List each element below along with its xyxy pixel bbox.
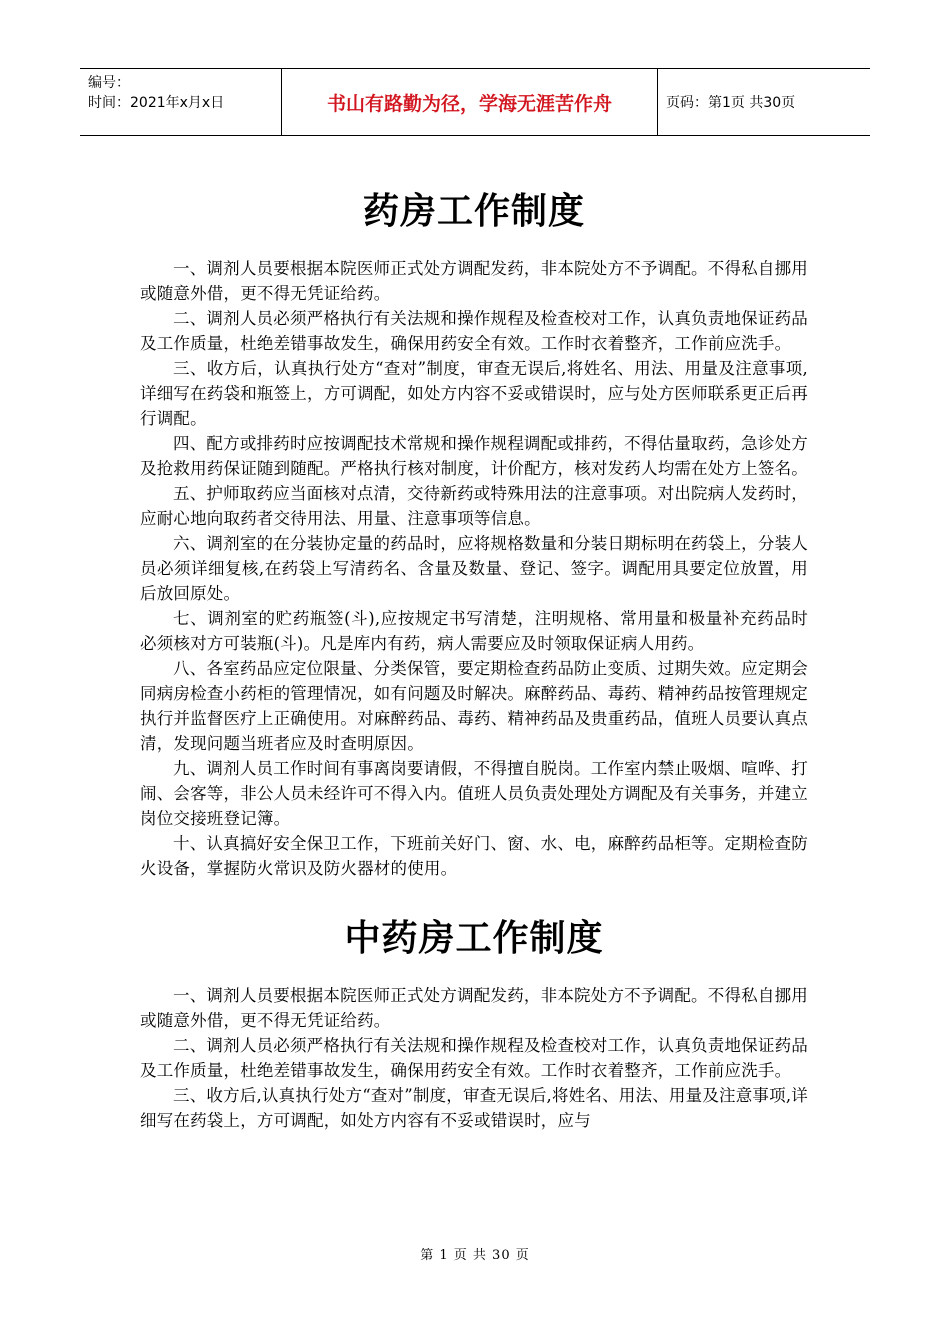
- number-label: 编号：: [88, 75, 130, 91]
- page-footer: 第 1 页 共 30 页: [420, 1248, 530, 1263]
- paragraph-3: 三、收方后,认真执行处方“查对”制度，审查无误后,将姓名、用法、用量及注意事项,详细写在药袋上，方可调配，如处方内容有不妥或错误时，应与: [140, 1086, 808, 1130]
- paragraph-4: 四、配方或排药时应按调配技术常规和操作规程调配或排药，不得估量取药，急诊处方及抢救用药保证随到随配。严格执行核对制度，计价配方，核对发药人均需在处方上签名。: [140, 434, 808, 478]
- document-body: [140, 178, 808, 1133]
- paragraph-1: 一、调剂人员要根据本院医师正式处方调配发药，非本院处方不予调配。不得私自挪用或随意外借，更不得无凭证给药。: [140, 986, 808, 1030]
- section-title: 中药房工作制度: [344, 917, 604, 959]
- paragraph-5: 五、护师取药应当面核对点清，交待新药或特殊用法的注意事项。对出院病人发药时，应耐心地向取药者交待用法、用量、注意事项等信息。: [140, 484, 808, 528]
- section-paragraphs: [140, 256, 808, 881]
- paragraph-8: 八、各室药品应定位限量、分类保管，要定期检查药品防止变质、过期失效。应定期会同病房检查小药柜的管理情况，如有问题及时解决。麻醉药品、毒药、精神药品按管理规定执行并监督医疗上正确使用。对麻醉药品、毒药、精神药品及贵重药品，值班人员要认真点清，发现问题当班者应及时查明原因。: [140, 659, 808, 753]
- section-chinese-pharmacy: [140, 905, 808, 1133]
- paragraph-6: 六、调剂室的在分装协定量的药品时，应将规格数量和分装日期标明在药袋上，分装人员必须详细复核,在药袋上写清药名、含量及数量、登记、签字。调配用具要定位放置，用后放回原处。: [140, 534, 808, 603]
- paragraph-10: 十、认真搞好安全保卫工作，下班前关好门、窗、水、电，麻醉药品柜等。定期检查防火设备，掌握防火常识及防火器材的使用。: [140, 834, 808, 878]
- section-paragraphs: [140, 983, 808, 1133]
- section-pharmacy: [140, 178, 808, 881]
- document-header: [80, 68, 870, 136]
- paragraph-2: 二、调剂人员必须严格执行有关法规和操作规程及检查校对工作，认真负责地保证药品及工作质量，杜绝差错事故发生，确保用药安全有效。工作时衣着整齐，工作前应洗手。: [140, 309, 808, 353]
- section-title: 药房工作制度: [362, 190, 585, 232]
- paragraph-1: 一、调剂人员要根据本院医师正式处方调配发药，非本院处方不予调配。不得私自挪用或随意外借，更不得无凭证给药。: [140, 259, 808, 303]
- paragraph-7: 七、调剂室的贮药瓶签(斗),应按规定书写清楚，注明规格、常用量和极量补充药品时必须核对方可装瓶(斗)。凡是库内有药，病人需要应及时领取保证病人用药。: [140, 609, 808, 653]
- paragraph-3: 三、收方后，认真执行处方“查对”制度，审查无误后,将姓名、用法、用量及注意事项,详细写在药袋和瓶签上，方可调配，如处方内容不妥或错误时，应与处方医师联系更正后再行调配。: [140, 359, 808, 428]
- header-motto: 书山有路勤为径，学海无涯苦作舟: [282, 69, 658, 135]
- time-label: 时间：2021年x月x日: [88, 95, 225, 111]
- paragraph-2: 二、调剂人员必须严格执行有关法规和操作规程及检查校对工作，认真负责地保证药品及工作质量，杜绝差错事故发生，确保用药安全有效。工作时衣着整齐，工作前应洗手。: [140, 1036, 808, 1080]
- paragraph-9: 九、调剂人员工作时间有事离岗要请假，不得擅自脱岗。工作室内禁止吸烟、喧哗、打闹、会客等，非公人员未经许可不得入内。值班人员负责处理处方调配及有关事务，并建立岗位交接班登记簿。: [140, 759, 808, 828]
- header-page-info: 页码：第1页 共30页: [666, 95, 796, 111]
- header-meta: [80, 69, 282, 135]
